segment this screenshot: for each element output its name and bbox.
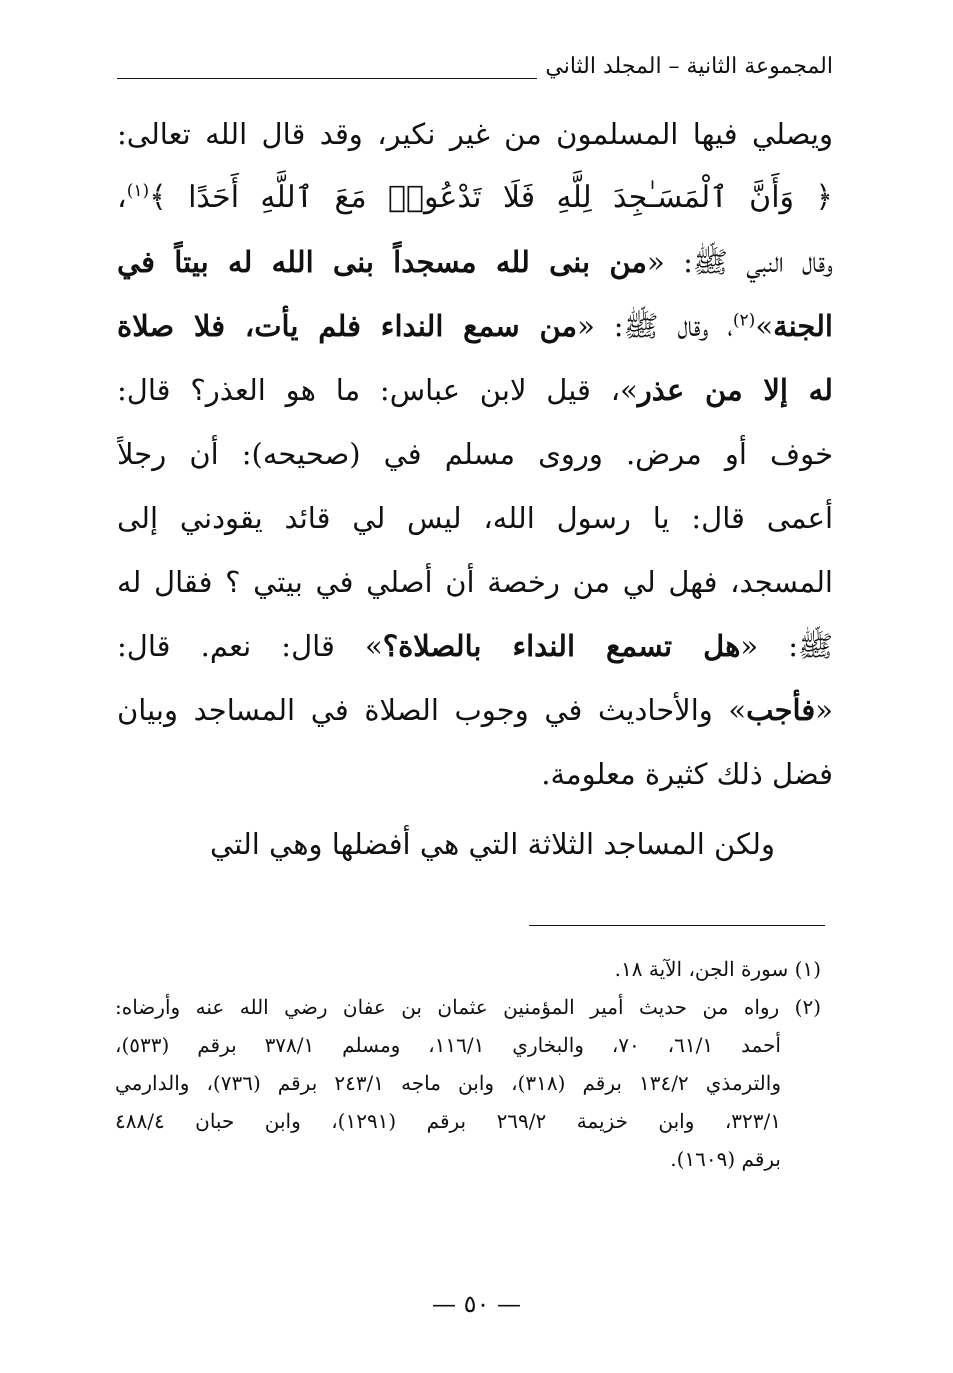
- hadith-text: فأجب: [746, 693, 816, 727]
- text-line: خوف أو مرض. وروى مسلم في (صحيحه): أن رجلاً: [117, 437, 833, 471]
- hadith-text: من بنى لله مسجداً بنى الله له بيتاً في: [117, 245, 647, 279]
- text-line: أعمى قال: يا رسول الله، ليس لي قائد يقودني إلى: [117, 501, 833, 535]
- hadith-text: من سمع النداء فلم يأت، فلا صلاة: [117, 309, 578, 343]
- text-line: [117, 358, 833, 422]
- text-span: وقال النبي ﷺ: «: [646, 245, 833, 279]
- hadith-text: له إلا من عذر: [637, 373, 833, 407]
- main-text: [117, 102, 833, 876]
- hadith-text: الجنة: [773, 309, 833, 343]
- text-line: [117, 294, 833, 358]
- footnote-1: (١) سورة الجن، الآية ١٨.: [614, 957, 821, 981]
- footnote-2-line: أحمد ٦١/١، ٧٠، والبخاري ١١٦/١، ومسلم ٣٧٨/١ برقم (٥٣٣)،: [115, 1033, 781, 1057]
- text-span: » قال: نعم. قال:: [117, 629, 383, 663]
- paragraph-start-line: ولكن المساجد الثلاثة التي هي أفضلها وهي التي: [210, 827, 775, 861]
- text-line: [117, 614, 833, 678]
- footnote-rule: [529, 925, 825, 926]
- footnote-2-line: والترمذي ١٣٤/٢ برقم (٣١٨)، وابن ماجه ٢٤٣/١ برقم (٧٣٦)، والدارمي: [115, 1071, 781, 1095]
- text-line: ويصلي فيها المسلمون من غير نكير، وقد قال الله تعالى:: [117, 117, 833, 151]
- text-span: ﷺ: «: [740, 629, 833, 663]
- hadith-text: هل تسمع النداء بالصلاة؟: [382, 629, 741, 663]
- footnote-ref-2: (٢): [732, 310, 756, 331]
- quran-verse: ﴿ وَأَنَّ ٱلْمَسَـٰجِدَ لِلَّهِ فَلَا تَدْعُوا۟ مَعَ ٱللَّهِ أَحَدًا ﴾: [149, 180, 833, 215]
- footnote-2-line: ٣٢٣/١، وابن خزيمة ٢٦٩/٢ برقم (١٢٩١)، وابن حبان ٤٨٨/٤: [115, 1109, 781, 1133]
- text-line: فضل ذلك كثيرة معلومة.: [541, 757, 833, 791]
- text-line: [117, 230, 833, 294]
- running-header: [117, 52, 833, 88]
- text-line: المسجد، فهل لي من رخصة أن أصلي في بيتي ؟ فقال له: [117, 565, 833, 599]
- text-span: »، قيل لابن عباس: ما هو العذر؟ قال:: [117, 373, 638, 407]
- header-title: المجموعة الثانية – المجلد الثاني: [537, 52, 833, 82]
- text-span: »: [755, 309, 774, 343]
- footnote-2-line: برقم (١٦٠٩).: [670, 1147, 781, 1171]
- text-line: [117, 678, 833, 742]
- text-span: «: [815, 693, 833, 727]
- quran-verse-line: [117, 166, 833, 230]
- text-span: ، وقال ﷺ: «: [577, 309, 733, 343]
- text-span: » والأحاديث في وجوب الصلاة في المساجد وبيان: [117, 693, 747, 727]
- page-number: — ٥٠ —: [431, 1290, 522, 1318]
- footnote-2: (٢) رواه من حديث أمير المؤمنين عثمان بن عفان رضي الله عنه وأرضاه:: [115, 995, 821, 1019]
- footnotes: [115, 950, 821, 1178]
- verse-comma: ،: [117, 180, 127, 215]
- footnote-ref-1: (١): [126, 181, 150, 201]
